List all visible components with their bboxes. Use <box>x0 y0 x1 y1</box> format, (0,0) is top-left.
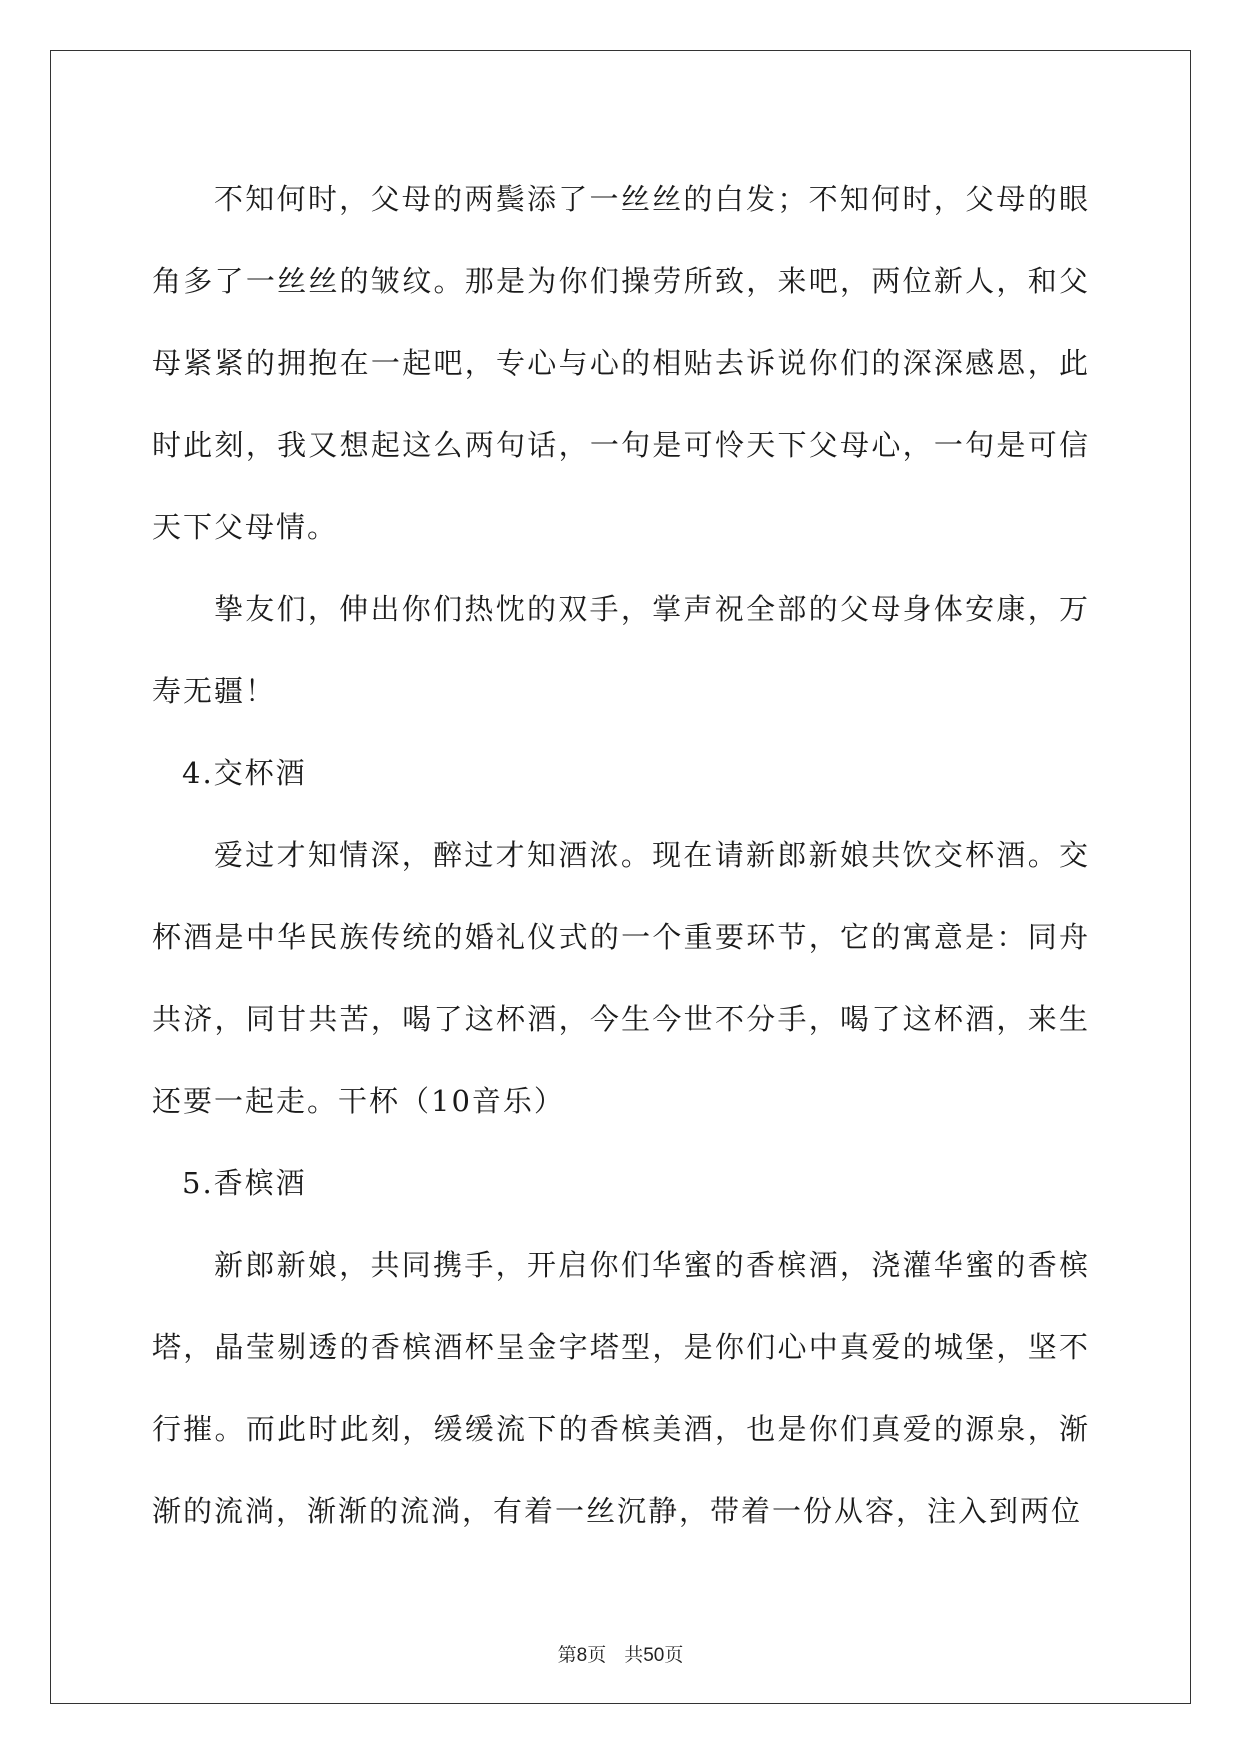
paragraph-friends: 挚友们，伸出你们热忱的双手，掌声祝全部的父母身体安康，万寿无疆！ <box>152 592 1090 708</box>
footer-prefix: 第 <box>557 1644 577 1666</box>
section-heading-champagne: 5.香槟酒 <box>182 1166 307 1200</box>
page-footer <box>0 1640 1241 1667</box>
footer-total-pages: 50 <box>643 1645 665 1666</box>
document-body <box>152 158 1090 1552</box>
footer-total-prefix: 共 <box>624 1644 644 1666</box>
paragraph-jiaobeijiu: 爱过才知情深，醉过才知酒浓。现在请新郎新娘共饮交杯酒。交杯酒是中华民族传统的婚礼仪式的一个重要环节，它的寓意是：同舟共济，同甘共苦，喝了这杯酒，今生今世不分手，喝了这杯酒，来生还要一起走。干杯（10音乐） <box>152 838 1090 1118</box>
footer-page-number: 8 <box>576 1645 588 1666</box>
section-heading-jiaobeijiu: 4.交杯酒 <box>182 756 307 790</box>
footer-total-suffix: 页 <box>664 1644 684 1666</box>
footer-page-suffix: 页 <box>587 1644 607 1666</box>
paragraph-champagne: 新郎新娘，共同携手，开启你们华蜜的香槟酒，浇灌华蜜的香槟塔，晶莹剔透的香槟酒杯呈金字塔型，是你们心中真爱的城堡，坚不行摧。而此时此刻，缓缓流下的香槟美酒，也是你们真爱的源泉，渐渐的流淌，渐渐的流淌，有着一丝沉静，带着一份从容，注入到两位 <box>152 1248 1090 1528</box>
paragraph-parents: 不知何时，父母的两鬓添了一丝丝的白发；不知何时，父母的眼角多了一丝丝的皱纹。那是为你们操劳所致，来吧，两位新人，和父母紧紧的拥抱在一起吧，专心与心的相贴去诉说你们的深深感恩，此时此刻，我又想起这么两句话，一句是可怜天下父母心，一句是可信天下父母情。 <box>152 182 1090 544</box>
